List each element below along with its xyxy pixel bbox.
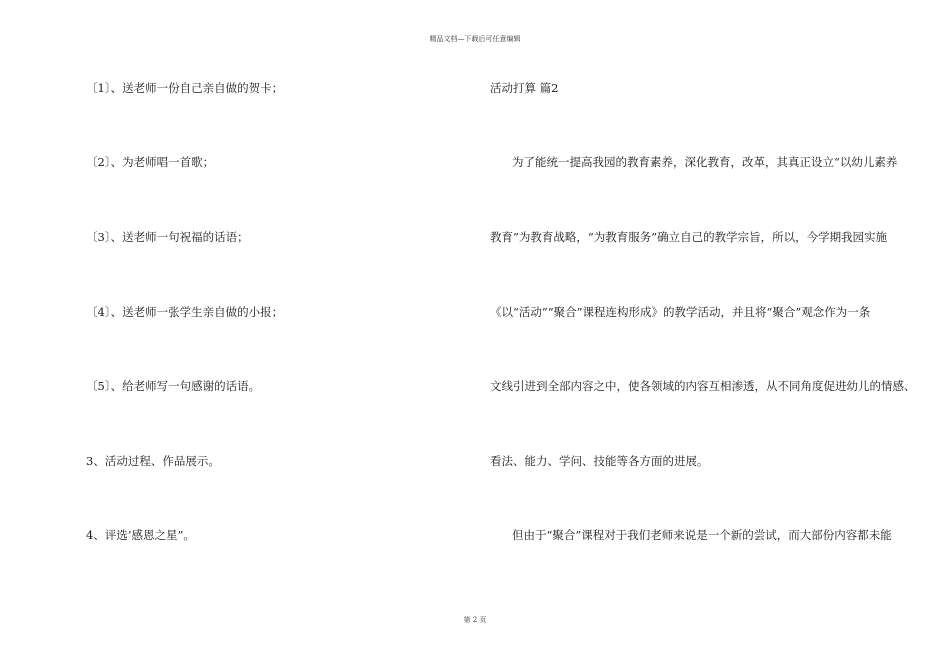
page-header: 精品文档—下载后可任意编辑 [429, 35, 521, 43]
paragraph-line: 教育”为教育战略，“为教育服务”确立自己的教学宗旨，所以，今学期我园实施 [490, 230, 888, 244]
step-line: 3、活动过程、作品展示。 [86, 454, 220, 468]
page-number: 第 2 页 [463, 616, 487, 624]
paragraph-line: 为了能统一提高我园的教育素养，深化教育，改革，其真正设立“以幼儿素养 [512, 155, 898, 169]
paragraph-line: 但由于“聚合”课程对于我们老师来说是一个新的尝试，而大部份内容都未能 [512, 528, 892, 542]
list-item: 〔4〕、送老师一张学生亲自做的小报； [86, 305, 284, 319]
step-line: 4、评选’感恩之星”。 [86, 528, 195, 542]
list-item: 〔2〕、为老师唱一首歌； [86, 155, 215, 169]
paragraph-line: 文线引进到全部内容之中，使各领域的内容互相渗透，从不同角度促进幼儿的情感、 [490, 379, 916, 393]
list-item: 〔5〕、给老师写一句感谢的话语。 [86, 379, 261, 393]
list-item: 〔1〕、送老师一份自己亲自做的贺卡； [86, 81, 284, 95]
list-item: 〔3〕、送老师一句祝福的话语； [86, 230, 249, 244]
paragraph-line: 《以“活动”“聚合”课程连构形成》的教学活动，并且将“聚合”观念作为一条 [490, 305, 871, 319]
paragraph-line: 看法、能力、学问、技能等各方面的进展。 [490, 454, 709, 468]
section-title: 活动打算 篇2 [490, 81, 559, 95]
